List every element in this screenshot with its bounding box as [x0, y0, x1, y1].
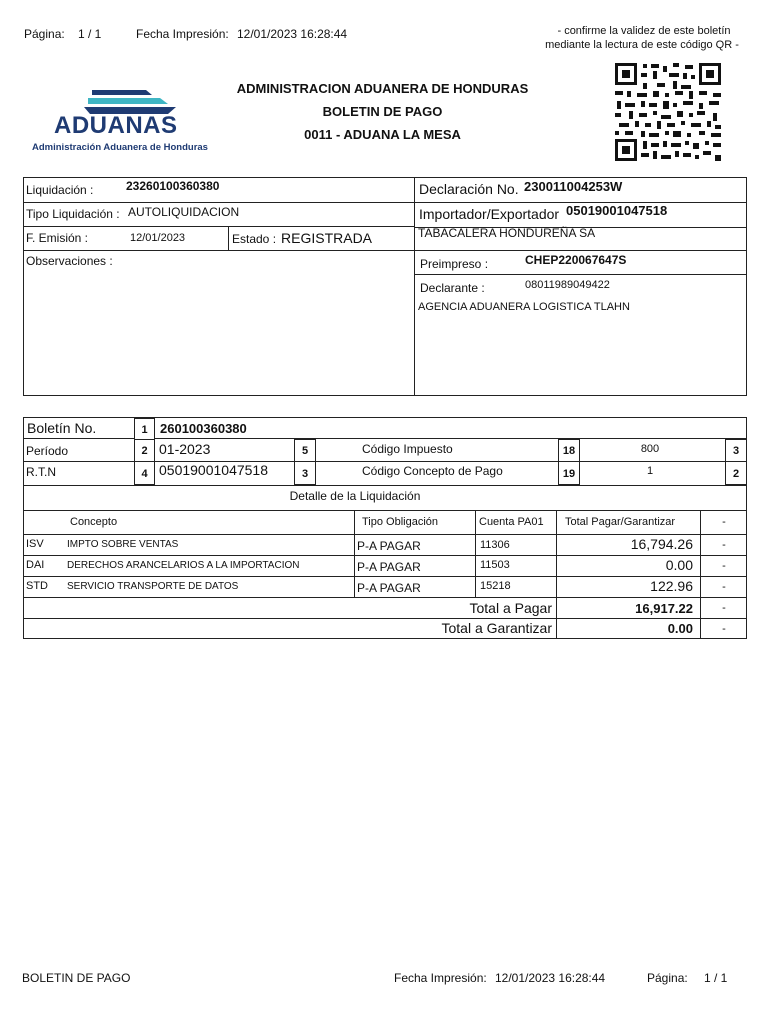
codigo-impuesto-label: Código Impuesto — [362, 442, 453, 456]
agencia-name: AGENCIA ADUANERA LOGISTICA TLAHN — [418, 301, 630, 313]
emision-value: 12/01/2023 — [130, 232, 186, 244]
total-garantizar-value: 0.00 — [667, 621, 693, 636]
boletin-no-value: 260100360380 — [160, 421, 247, 436]
footer-page-value: 1 / 1 — [704, 971, 728, 985]
box-3b: 3 — [294, 461, 316, 485]
footer-print-value: 12/01/2023 16:28:44 — [495, 971, 606, 985]
box-18: 18 — [558, 439, 580, 462]
page-value: 1 / 1 — [78, 27, 102, 41]
row-code: ISV — [26, 538, 44, 550]
boletin-no-label: Boletín No. — [27, 420, 97, 436]
total-pagar-value: 16,917.22 — [635, 601, 693, 616]
declaracion-value: 230011004253W — [524, 179, 623, 194]
col-header-concepto: Concepto — [70, 516, 118, 528]
row-cuenta: 15218 — [480, 580, 511, 592]
print-date-label: Fecha Impresión: — [136, 27, 229, 41]
qr-note-line-2: mediante la lectura de este código QR - — [545, 39, 739, 51]
total-garantizar-dash: - — [722, 623, 726, 635]
row-cuenta: 11503 — [480, 559, 510, 571]
box-3a: 3 — [725, 439, 747, 462]
rtn-label: R.T.N — [26, 465, 56, 479]
declarante-value: 08011989049422 — [525, 279, 610, 291]
aduanas-logo — [28, 78, 228, 158]
box-2b: 2 — [725, 461, 747, 485]
row-desc: IMPTO SOBRE VENTAS — [67, 539, 179, 550]
col-header-total: Total Pagar/Garantizar — [565, 516, 676, 528]
declaracion-label: Declaración No. — [419, 181, 519, 197]
declarante-label: Declarante : — [420, 281, 485, 295]
rtn-value: 05019001047518 — [159, 462, 269, 478]
logo-subtitle: Administración Aduanera de Honduras — [32, 142, 208, 153]
liquidacion-value: 23260100360380 — [126, 179, 220, 193]
total-pagar-dash: - — [722, 602, 726, 614]
estado-value: REGISTRADA — [281, 230, 373, 246]
header-line-1: ADMINISTRACION ADUANERA DE HONDURAS — [236, 81, 529, 96]
footer-print-label: Fecha Impresión: — [394, 971, 487, 985]
qr-code-icon — [613, 61, 725, 165]
footer-title: BOLETIN DE PAGO — [22, 971, 131, 985]
row-desc: SERVICIO TRANSPORTE DE DATOS — [67, 581, 239, 592]
row-total: 122.96 — [650, 578, 693, 594]
row-tipo: P-A PAGAR — [357, 539, 421, 553]
preimpreso-label: Preimpreso : — [420, 257, 489, 271]
periodo-value: 01-2023 — [159, 441, 211, 457]
row-dash: - — [722, 539, 726, 551]
observaciones-label: Observaciones : — [26, 254, 113, 268]
emision-label: F. Emisión : — [26, 231, 89, 245]
row-total: 0.00 — [665, 557, 693, 573]
concepto-pago-label: Código Concepto de Pago — [362, 464, 503, 478]
logo-text: ADUANAS — [54, 112, 178, 139]
concepto-pago-value: 1 — [646, 465, 654, 477]
page-label: Página: — [24, 27, 65, 41]
codigo-impuesto-value: 800 — [640, 443, 660, 455]
box-19: 19 — [558, 461, 580, 485]
row-dash: - — [722, 560, 726, 572]
box-2: 2 — [134, 439, 155, 462]
estado-label: Estado : — [232, 232, 277, 246]
importador-label: Importador/Exportador — [419, 206, 560, 222]
row-tipo: P-A PAGAR — [357, 560, 421, 574]
row-tipo: P-A PAGAR — [357, 581, 421, 595]
total-garantizar-label: Total a Garantizar — [441, 620, 552, 636]
qr-note-line-1: - confirme la validez de este boletín — [557, 25, 731, 37]
col-header-cuenta: Cuenta PA01 — [479, 516, 544, 528]
liquidacion-label: Liquidación : — [26, 183, 94, 197]
total-pagar-label: Total a Pagar — [469, 600, 552, 616]
box-4: 4 — [134, 461, 155, 485]
box-1: 1 — [134, 418, 155, 440]
row-cuenta: 11306 — [480, 539, 510, 551]
importador-name: TABACALERA HONDUREÑA SA — [418, 226, 596, 240]
box-5: 5 — [294, 439, 316, 462]
row-code: DAI — [26, 559, 45, 571]
header-line-3: 0011 - ADUANA LA MESA — [304, 127, 461, 142]
print-date-value: 12/01/2023 16:28:44 — [237, 27, 348, 41]
col-header-dash: - — [722, 516, 726, 528]
tipo-liquidacion-label: Tipo Liquidación : — [26, 207, 120, 221]
tipo-liquidacion-value: AUTOLIQUIDACION — [128, 205, 240, 219]
col-header-tipo: Tipo Obligación — [362, 516, 439, 528]
row-code: STD — [26, 580, 48, 592]
footer-page-label: Página: — [647, 971, 688, 985]
periodo-label: Período — [26, 444, 69, 458]
row-total: 16,794.26 — [630, 536, 693, 552]
row-desc: DERECHOS ARANCELARIOS A LA IMPORTACION — [67, 560, 300, 571]
row-dash: - — [722, 581, 726, 593]
detalle-title: Detalle de la Liquidación — [289, 489, 421, 503]
header-line-2: BOLETIN DE PAGO — [322, 104, 443, 119]
preimpreso-value: CHEP220067647S — [525, 253, 627, 267]
importador-value: 05019001047518 — [566, 203, 668, 218]
